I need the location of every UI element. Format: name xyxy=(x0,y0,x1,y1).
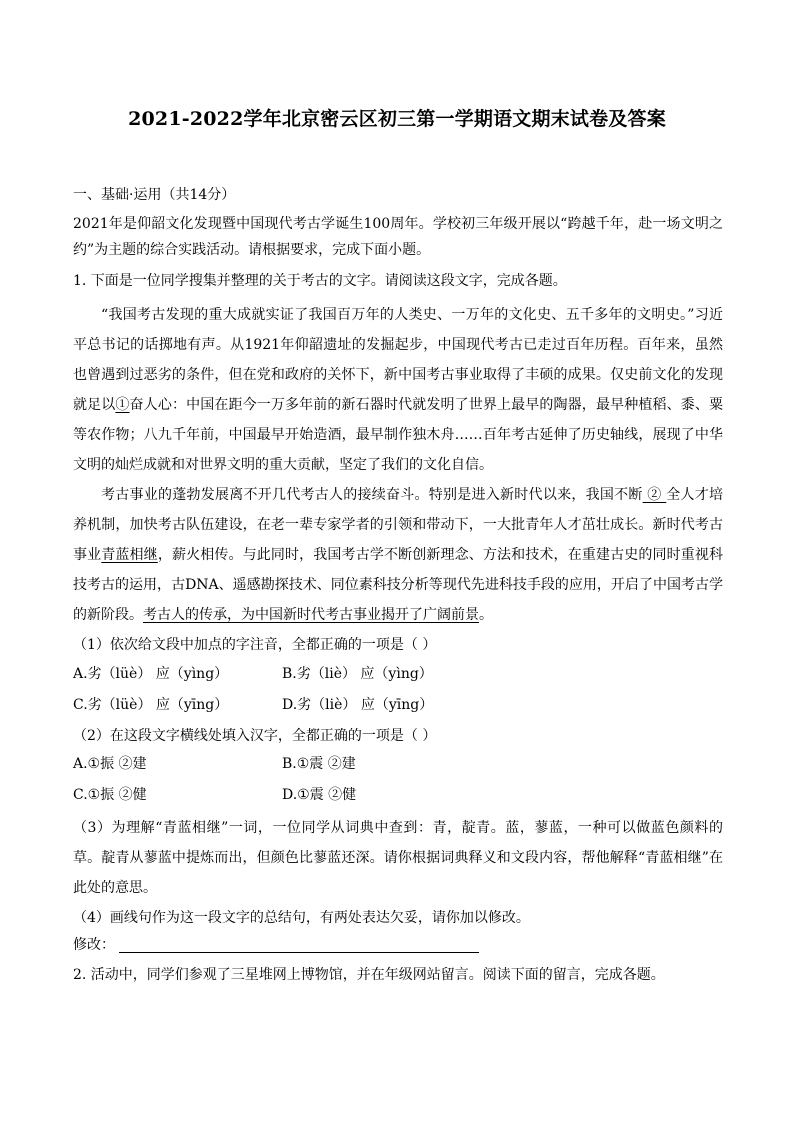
sub-question-1: （1）依次给文段中加点的字注音，全都正确的一项是（ ） xyxy=(73,637,437,653)
option-row xyxy=(73,780,723,811)
passage-text: ，薪火相传。与此同时，我国考古学不断创新理念、方法和技术，在重建古史的同时重视科技考古的运用，古DNA、遥感勘探技术、同位素科技分析等现代先进科技手段的应用，开启了中国考古学的新阶段。 xyxy=(73,547,724,623)
phrase-qinglan: 青蓝相继 xyxy=(101,547,158,563)
option-b: B.①震 ②建 xyxy=(282,756,356,772)
answer-label: 修改： xyxy=(73,936,115,953)
intro-paragraph: 2021年是仰韶文化发现暨中国现代考古学诞生100周年。学校初三年级开展以“跨越千年，赴一场文明之约”为主题的综合实践活动。请根据要求，完成下面小题。 xyxy=(73,215,723,258)
sub-question-3: （3）为理解“青蓝相继”一词，一位同学从词典中查到：青，靛青。蓝，蓼蓝，一种可以做蓝色颜料的草。靛青从蓼蓝中提炼而出，但颜色比蓼蓝还深。请你根据词典释义和文段内容，帮他解释“青蓝相继”在此处的意思。 xyxy=(73,820,723,896)
underlined-sentence: 考古人的传承，为中国新时代考古事业揭开了广阔前景 xyxy=(143,607,479,623)
answer-blank[interactable] xyxy=(119,934,479,953)
blank-2: ② xyxy=(642,487,667,503)
passage-text: 全人才培养机制，加快考古队伍建设，在老一辈专家学者的引领和带动下，一大批青年人才茁壮成长。新时代考古事业 xyxy=(73,487,724,563)
passage-paragraph-2 xyxy=(73,480,723,630)
option-c: C.①振 ②健 xyxy=(73,787,147,803)
question-1-stem: 1. 下面是一位同学搜集并整理的关于考古的文字。请阅读这段文字，完成各题。 xyxy=(73,272,567,289)
passage-text: 。 xyxy=(479,607,493,623)
passage-paragraph-1 xyxy=(73,300,723,480)
option-d: D.劣（liè） 应（yīng） xyxy=(282,696,434,713)
option-row xyxy=(73,749,723,780)
option-row xyxy=(73,690,723,721)
sub-question-4: （4）画线句作为这一段文字的总结句，有两处表达欠妥，请你加以修改。 xyxy=(73,910,530,926)
question-2-stem: 2. 活动中，同学们参观了三星堆网上博物馆，并在年级网站留言。阅读下面的留言，完成各题。 xyxy=(73,967,665,983)
sub-question-2: （2）在这段文字横线处填入汉字，全都正确的一项是（ ） xyxy=(73,727,437,744)
passage-text: 考古事业的蓬勃发展离不开几代考古人的接续奋斗。特别是进入新时代以来，我国不断 xyxy=(101,487,643,503)
option-row xyxy=(73,659,723,690)
option-d: D.①震 ②健 xyxy=(282,787,357,803)
document-title: 2021-2022学年北京密云区初三第一学期语文期末试卷及答案 xyxy=(128,108,666,130)
option-b: B.劣（liè） 应（yìng） xyxy=(282,665,433,682)
option-c: C.劣（lüè） 应（yīng） xyxy=(73,696,229,713)
blank-1: ① xyxy=(115,397,130,413)
option-a: A.劣（lüè） 应（yìng） xyxy=(73,665,229,682)
passage-text: 奋人心：中国在距今一万多年前的新石器时代就发明了世界上最早的陶器，最早种植稻、黍、粟等农作物；八九千年前，中国最早开始造酒，最早制作独木舟……百年考古延伸了历史轴线，展现了中华文明的灿烂成就和对世界文明的重大贡献，坚定了我们的文化自信。 xyxy=(73,397,724,473)
section-heading: 一、基础·运用（共14分） xyxy=(73,187,236,203)
document-body xyxy=(73,182,723,989)
passage-text: “我国考古发现的重大成就实证了我国百万年的人类史、一万年的文化史、五千多年的文明史。”习近平总书记的话掷地有声。从1921年仰韶遗址的发掘起步，中国现代考古已走过百年历程。百年来，虽然也曾遇到过恶劣的条件，但在党和政府的关怀下，新中国考古事业取得了丰硕的成果。仅史前文化的发现就足以 xyxy=(73,307,723,413)
option-a: A.①振 ②建 xyxy=(73,756,147,772)
answer-line xyxy=(73,932,723,959)
